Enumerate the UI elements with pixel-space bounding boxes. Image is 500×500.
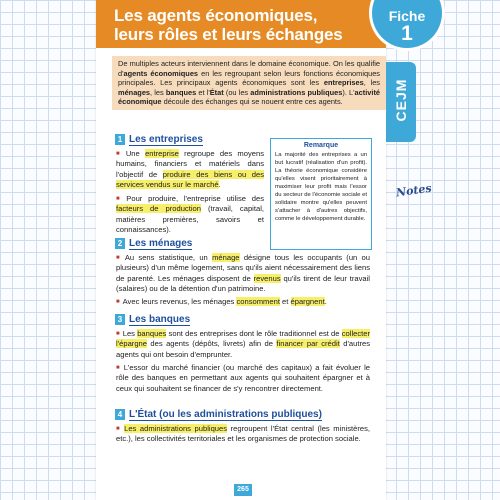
intro-text: ). L' <box>342 87 355 97</box>
page-title <box>114 6 374 44</box>
highlighted-term: Les administrations publiques <box>124 424 228 434</box>
section-number: 2 <box>115 238 125 249</box>
para-text: d'autres agents qui ont besoin d'emprunter. <box>116 339 371 359</box>
section-heading-menages <box>115 238 192 249</box>
section-number: 3 <box>115 314 125 325</box>
intro-text: (ou les <box>223 87 251 97</box>
para-text: sont des entreprises dont le rôle traditionnel est de <box>166 329 342 339</box>
para-text: Une <box>125 149 146 159</box>
para-text: regroupe des moyens humains, financiers et matériels dans l'objectif de <box>116 149 265 179</box>
intro-term: agents économiques <box>123 68 199 78</box>
side-tab-label: CEJM <box>393 78 409 122</box>
section-title: Les entreprises <box>129 134 203 145</box>
bullet-icon: ■ <box>116 255 122 261</box>
fiche-label: Fiche <box>388 8 426 24</box>
section-heading-etat <box>115 409 322 420</box>
notes-label: Notes <box>395 181 433 200</box>
intro-term: État <box>209 87 224 97</box>
highlighted-term: revenus <box>253 273 281 283</box>
section-title: L'État (ou les administrations publiques) <box>129 409 322 420</box>
para-text: L'essor du marché financier (ou marché des capitaux) a fait évoluer le rôle des banques en permettant aux agents qui souhaitent épargner et à ceux qui souhaitent se financer de s'y rencontrer directement. <box>116 363 370 393</box>
para-text: qu'ils tirent de leur travail (salaires) ou de la détention d'un patrimoine. <box>116 273 370 293</box>
intro-text: , les <box>363 78 380 88</box>
page-number: 265 <box>234 484 252 496</box>
para-text: des agents (dépôts, livrets) afin de <box>147 339 277 349</box>
highlighted-term: financer par crédit <box>276 339 340 349</box>
para-text: Avec leurs revenus, les ménages <box>122 297 237 307</box>
remark-box <box>270 138 372 250</box>
bullet-icon: ■ <box>116 365 121 371</box>
highlighted-term: produire des biens ou des services vendus sur le marché <box>116 169 264 189</box>
page-header <box>96 0 386 48</box>
section-number: 1 <box>115 134 125 145</box>
fiche-badge <box>372 0 442 48</box>
section-heading-banques <box>115 314 190 325</box>
highlighted-term: banques <box>137 329 167 339</box>
para-text: désigne tous les occupants (un ou plusieurs) d'un même logement, sans qu'ils aient nécessairement des liens de parenté. Les ménages disposent de <box>116 253 371 283</box>
menages-paragraph-1 <box>116 253 370 294</box>
para-text: regroupent l'État central (les ministères, etc.), les collectivités territoriales et les organismes de protection sociale. <box>116 424 371 444</box>
banques-paragraph-1 <box>116 329 370 360</box>
highlighted-term: épargnent <box>290 297 325 307</box>
intro-text: et l' <box>196 87 210 97</box>
para-text: et <box>279 297 291 307</box>
para-text: Pour produire, l'entreprise utilise des <box>126 194 264 204</box>
intro-text: découle des échanges qui se nouent entre ces agents. <box>161 97 343 107</box>
bullet-icon: ■ <box>116 196 124 202</box>
section-number: 4 <box>115 409 125 420</box>
para-text: . <box>324 297 327 307</box>
bullet-icon: ■ <box>116 426 122 432</box>
highlighted-term: consomment <box>236 297 280 307</box>
intro-text: en les regroupant selon leurs fonctions économiques principales. Les principaux agents économiques sont les <box>118 68 380 88</box>
bullet-icon: ■ <box>116 331 120 337</box>
highlighted-term: entreprise <box>145 149 179 159</box>
fiche-number: 1 <box>401 22 413 45</box>
intro-box <box>112 56 386 110</box>
intro-term: banques <box>165 87 197 97</box>
para-text: Les <box>122 329 138 339</box>
remark-title: Remarque <box>303 142 339 149</box>
title-line-2: leurs rôles et leurs échanges <box>114 25 343 44</box>
highlighted-term: facteurs de production <box>116 204 201 214</box>
para-text: . <box>218 179 221 189</box>
highlighted-term: ménage <box>212 253 240 263</box>
intro-text: De multiples acteurs interviennent dans le domaine économique. On les qualifie d' <box>118 59 380 78</box>
intro-term: ménages <box>118 87 151 97</box>
highlighted-term: collecter l'épargne <box>116 329 371 349</box>
menages-paragraph-2 <box>116 297 370 307</box>
banques-paragraph-2 <box>116 363 370 394</box>
section-heading-entreprises <box>115 134 203 145</box>
remark-text: La majorité des entreprises a un but lucratif (réalisation d'un profit). La théorie économique considère qu'elles visent prioritairement à maximiser leur profit mais l'essor du secteur de l'économie sociale et solidaire montre qu'elles peuvent s'attacher à d'autres objectifs, comme le développement durable. <box>275 152 367 222</box>
entreprises-paragraph-1 <box>116 149 264 190</box>
intro-term: entreprises <box>323 78 364 88</box>
etat-paragraph-1 <box>116 424 370 445</box>
intro-term: activité économique <box>118 87 381 107</box>
intro-term: administrations publiques <box>250 87 343 97</box>
para-text: Au sens statistique, un <box>124 253 213 263</box>
intro-text: , les <box>150 87 166 97</box>
title-line-1: Les agents économiques, <box>114 6 318 25</box>
section-title: Les banques <box>129 314 191 325</box>
entreprises-paragraph-2 <box>116 194 264 235</box>
bullet-icon: ■ <box>116 151 123 157</box>
side-tab-cejm <box>386 62 416 142</box>
para-text: (travail, capital, matières premières, savoirs et connaissances). <box>116 204 264 234</box>
bullet-icon: ■ <box>116 299 120 305</box>
section-title: Les ménages <box>129 238 193 249</box>
